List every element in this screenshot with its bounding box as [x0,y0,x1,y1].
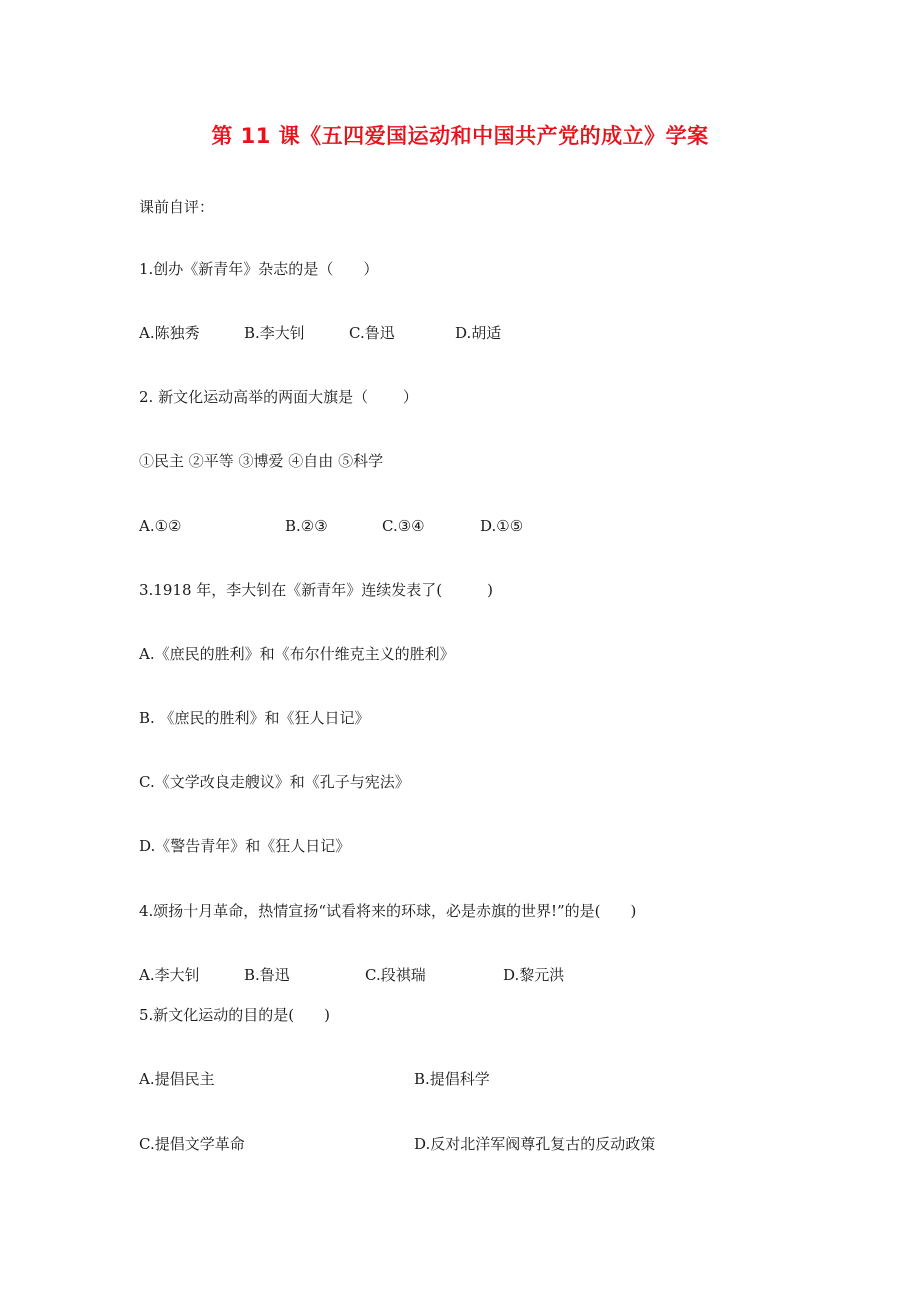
question-4-option-d: D.黎元洪 [503,966,565,984]
question-3-option-a: A.《庶民的胜利》和《布尔什维克主义的胜利》 [139,645,455,663]
question-1-option-d: D.胡适 [455,324,502,342]
question-2-option-c: C.③④ [382,517,425,535]
question-3-option-b: B. 《庶民的胜利》和《狂人日记》 [139,709,370,727]
question-3-option-d: D.《警告青年》和《狂人日记》 [139,837,351,855]
page-title: 第 11 课《五四爱国运动和中国共产党的成立》学案 [211,124,709,148]
question-3-stem: 3.1918 年，李大钊在《新青年》连续发表了( ) [139,581,493,599]
question-3-option-c: C.《文学改良走艘议》和《孔子与宪法》 [139,773,410,791]
question-4-stem: 4.颂扬十月革命，热情宣扬“试看将来的环球，必是赤旗的世界!”的是( ) [139,902,637,920]
question-5-stem: 5.新文化运动的目的是( ) [139,1006,331,1024]
question-5-option-a: A.提倡民主 [139,1070,215,1088]
question-1-option-a: A.陈独秀 [139,324,200,342]
question-5-option-d: D.反对北洋军阀尊孔复古的反动政策 [414,1135,656,1153]
question-1-option-b: B.李大钊 [244,324,305,342]
question-2-option-b: B.②③ [285,517,328,535]
question-1-stem: 1.创办《新青年》杂志的是（ ） [139,260,379,278]
question-1-option-c: C.鲁迅 [349,324,395,342]
question-2-stem: 2. 新文化运动高举的两面大旗是（ ） [139,388,418,406]
section-label: 课前自评： [139,198,215,216]
question-5-option-b: B.提倡科学 [414,1070,490,1088]
question-2-option-a: A.①② [139,517,182,535]
question-2-option-d: D.①⑤ [480,517,524,535]
question-4-option-a: A.李大钊 [139,966,200,984]
question-2-items: ①民主 ②平等 ③博爱 ④自由 ⑤科学 [139,452,384,470]
question-5-option-c: C.提倡文学革命 [139,1135,245,1153]
question-4-option-b: B.鲁迅 [244,966,290,984]
question-4-option-c: C.段祺瑞 [365,966,426,984]
